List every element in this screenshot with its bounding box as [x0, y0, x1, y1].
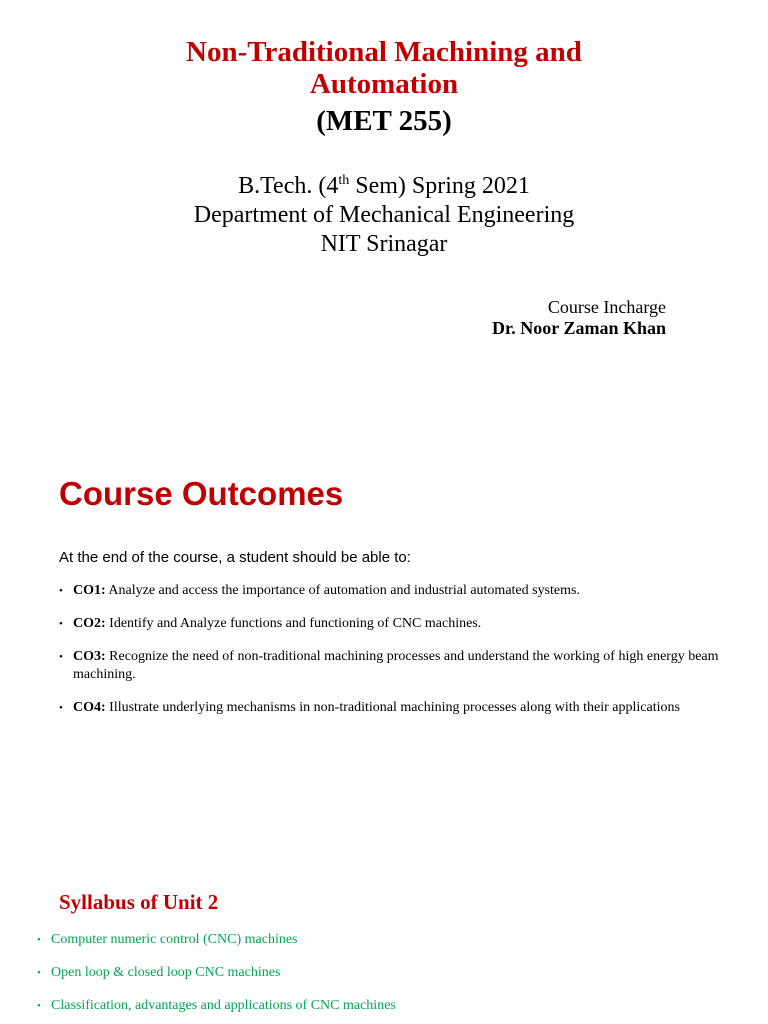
outcome-code: CO2: [73, 616, 106, 631]
bullet-icon: • [37, 1000, 41, 1012]
bullet-icon: • [59, 618, 63, 630]
outcome-item [59, 615, 729, 633]
department-line: Department of Mechanical Engineering [193, 202, 575, 228]
syllabus-item [37, 931, 396, 949]
incharge-label: Course Incharge [547, 297, 666, 317]
course-meta [0, 172, 768, 259]
outcome-text: Recognize the need of non-traditional machining processes and understand the working of high energy beam machining. [73, 649, 719, 682]
outcome-text: Illustrate underlying mechanisms in non-traditional machining processes along with their applications [105, 700, 680, 715]
program-line [0, 172, 768, 201]
outcome-item [59, 699, 729, 717]
title-block [0, 36, 768, 138]
bullet-icon: • [59, 585, 63, 597]
outcome-code: CO1: [73, 583, 106, 598]
course-outcomes-heading: Course Outcomes [59, 475, 344, 512]
outcome-item [59, 648, 729, 684]
syllabus-item-text: Open loop & closed loop CNC machines [51, 965, 281, 980]
outcome-text: Analyze and access the importance of automation and industrial automated systems. [105, 583, 580, 598]
outcome-code: CO4: [73, 700, 106, 715]
syllabus-heading: Syllabus of Unit 2 [59, 890, 219, 914]
bullet-icon: • [37, 934, 41, 946]
outcome-item [59, 582, 729, 600]
syllabus-list [37, 931, 396, 1024]
syllabus-item [37, 997, 396, 1015]
course-code: (MET 255) [316, 105, 452, 137]
outcome-text: Identify and Analyze functions and functioning of CNC machines. [105, 616, 482, 631]
course-outcomes-intro: At the end of the course, a student should be able to: [59, 549, 411, 566]
title-line-1: Non-Traditional Machining and [186, 36, 582, 68]
program-suffix: Sem) Spring 2021 [349, 173, 530, 199]
syllabus-item-text: Classification, advantages and applications of CNC machines [51, 998, 396, 1013]
syllabus-item [37, 964, 396, 982]
course-outcomes-list [59, 582, 729, 732]
bullet-icon: • [37, 967, 41, 979]
bullet-icon: • [59, 702, 63, 714]
ordinal-suffix: th [338, 173, 350, 188]
institute-line: NIT Srinagar [320, 231, 448, 257]
incharge-name: Dr. Noor Zaman Khan [491, 318, 666, 338]
syllabus-item-text: Computer numeric control (CNC) machines [51, 932, 298, 947]
bullet-icon: • [59, 651, 63, 663]
title-line-2: Automation [309, 68, 459, 100]
course-incharge [492, 297, 666, 339]
outcome-code: CO3: [73, 649, 106, 664]
program-prefix: B.Tech. (4 [238, 173, 339, 199]
